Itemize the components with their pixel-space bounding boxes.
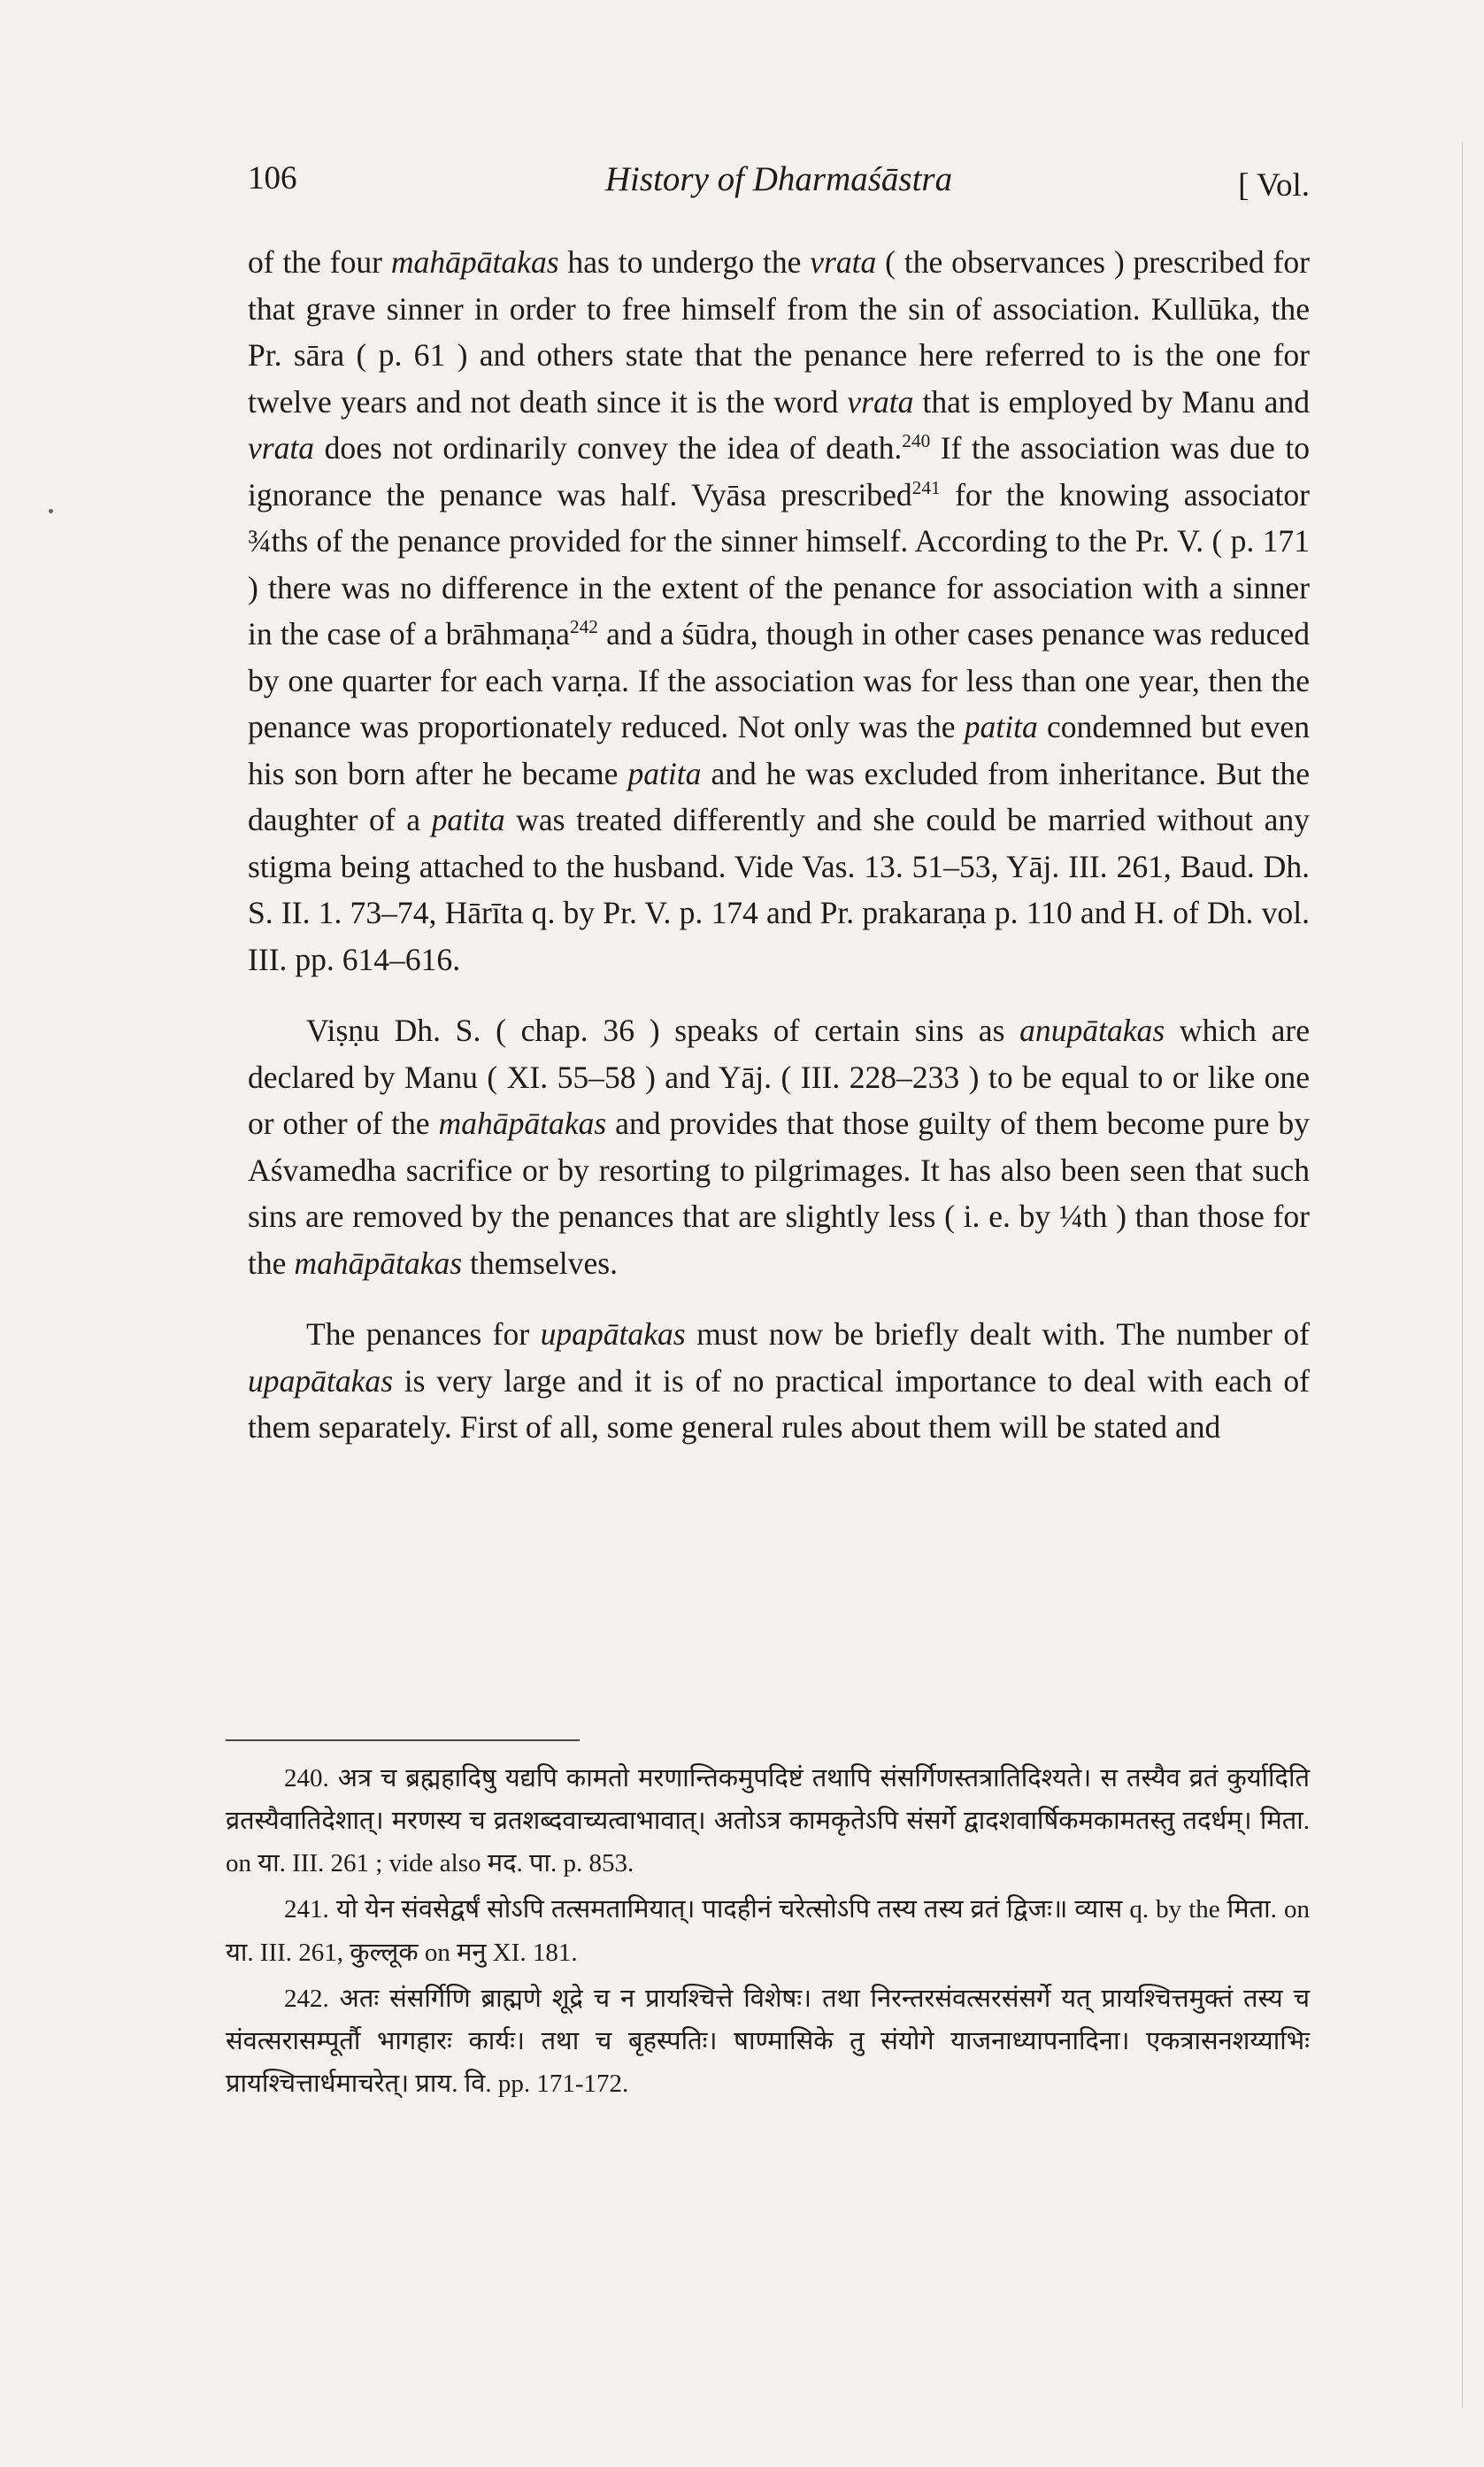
text-run: ( the observances ) prescribed for that grave sinner in order to free himself from the sin of association. Kullūka, the Pr. sāra ( p. 61 ) and others state that the penance here referred to is the one for twelve years and not death since it is the word — [248, 244, 1310, 420]
italic-term: patita — [627, 755, 702, 791]
italic-term: mahāpātakas — [438, 1106, 607, 1141]
text-run: If the association was due to ignorance the penance was half. Vyāsa prescribed — [248, 430, 1310, 513]
text-run: does not ordinarily convey the idea of death. — [314, 430, 903, 466]
margin-line — [1462, 142, 1463, 2408]
body-text — [248, 239, 1310, 1476]
text-run: must now be briefly dealt with. The number of — [685, 1316, 1310, 1352]
italic-term: vrata — [810, 244, 877, 280]
footnote-ref: 241 — [911, 476, 941, 498]
italic-term: patita — [431, 802, 505, 837]
text-run: and he was excluded from inheritance. But the daughter of a — [248, 755, 1310, 837]
text-run: that is employed by Manu and — [913, 383, 1310, 420]
footnote-240: 240. अत्र च ब्रह्महादिषु यद्यपि कामतो मरणान्तिकमुपदिष्टं तथापि संसर्गिणस्तत्रातिदिश्यते। स तस्यैव व्रतं कुर्यादिति व्रतस्यैवातिदेशात्। मरणस्य च व्रतशब्दवाच्यत्वाभावात्। अतोऽत्र कामकृतेऽपि संसर्गे द्वादशवार्षिकमकामतस्तु तदर्धम्। मिता. on या. III. 261 ; vide also मद. पा. p. 853. — [226, 1764, 1310, 1878]
paragraph-3 — [248, 1311, 1310, 1451]
page-header — [248, 159, 1310, 212]
italic-term: vrata — [248, 430, 315, 466]
text-run: was treated differently and she could be married without any stigma being attached to the husband. Vide Vas. 13. 51–53, Yāj. III. 261, Baud. Dh. S. II. 1. 73–74, Hārīta q. by Pr. V. p. 174 and Pr. prakaraṇa p. 110 and H. of Dh. vol. III. pp. 614–616. — [248, 802, 1310, 977]
margin-dot — [49, 509, 53, 513]
page-number: 106 — [248, 160, 297, 197]
italic-term: upapātakas — [248, 1362, 394, 1399]
text-run: of the four — [248, 244, 391, 280]
text-run: and a śūdra, though in other cases penance was reduced by one quarter for each varṇa. If the association was for less than one year, then the penance was proportionately reduced. Not only was the — [248, 616, 1310, 744]
text-run: has to undergo the — [558, 244, 811, 280]
footnote-rule — [226, 1739, 580, 1741]
italic-term: mahāpātakas — [390, 244, 559, 280]
footnote-ref: 242 — [569, 616, 598, 638]
text-run: is very large and it is of no practical importance to deal with each of them separately. First of all, some general rules about them will be stated and — [248, 1362, 1310, 1445]
paragraph-1 — [248, 239, 1310, 983]
text-run: The penances for — [306, 1316, 541, 1352]
footnotes — [226, 1757, 1310, 2109]
italic-term: patita — [964, 709, 1038, 744]
paragraph-2 — [248, 1007, 1310, 1286]
text-run: which are declared by Manu ( XI. 55–58 ) and Yāj. ( III. 228–233 ) to be equal to or like one or other of the — [248, 1013, 1310, 1141]
italic-term: anupātakas — [1019, 1013, 1165, 1048]
running-title: History of Dharmaśāstra — [604, 160, 953, 198]
text-run: Viṣṇu Dh. S. ( chap. 36 ) speaks of certain sins as — [306, 1013, 1020, 1048]
text-run: condemned but even his son born after he became — [248, 709, 1310, 791]
footnote-ref: 240 — [902, 430, 931, 452]
text-run: themselves. — [462, 1245, 619, 1281]
italic-term: mahāpātakas — [294, 1245, 463, 1281]
text-run: and provides that those guilty of them become pure by Aśvamedha sacrifice or by resorting to pilgrimages. It has also been seen that such sins are removed by the penances that are slightly less ( i. e. by ¼th ) than those for the — [248, 1106, 1310, 1281]
italic-term: upapātakas — [540, 1316, 686, 1352]
volume-label: [ Vol. — [1238, 167, 1310, 204]
footnote-242: 242. अतः संसर्गिणि ब्राह्मणे शूद्रे च न प्रायश्चित्ते विशेषः। तथा निरन्तरसंवत्सरसंसर्गे यत् प्रायश्चित्तमुक्तं तस्य च संवत्सरासम्पूर्तौ भागहारः कार्यः। तथा च बृहस्पतिः। षाण्मासिके तु संयोगे याजनाध्यापनादिना। एकत्रासनशय्याभिः प्रायश्चित्तार्धमाचरेत्। प्राय. वि. pp. 171-172. — [226, 1984, 1310, 2098]
footnote-241: 241. यो येन संवसेद्वर्षं सोऽपि तत्समतामियात्। पादहीनं चरेत्सोऽपि तस्य तस्य व्रतं द्विजः॥ व्यास q. by the मिता. on या. III. 261, कुल्लूक on मनु XI. 181. — [226, 1895, 1310, 1967]
italic-term: vrata — [847, 383, 914, 420]
text-run: for the knowing associator ¾ths of the penance provided for the sinner himself. According to the Pr. V. ( p. 171 ) there was no difference in the extent of the penance for association with a sinner in the case of a brāhmaṇa — [248, 476, 1311, 651]
